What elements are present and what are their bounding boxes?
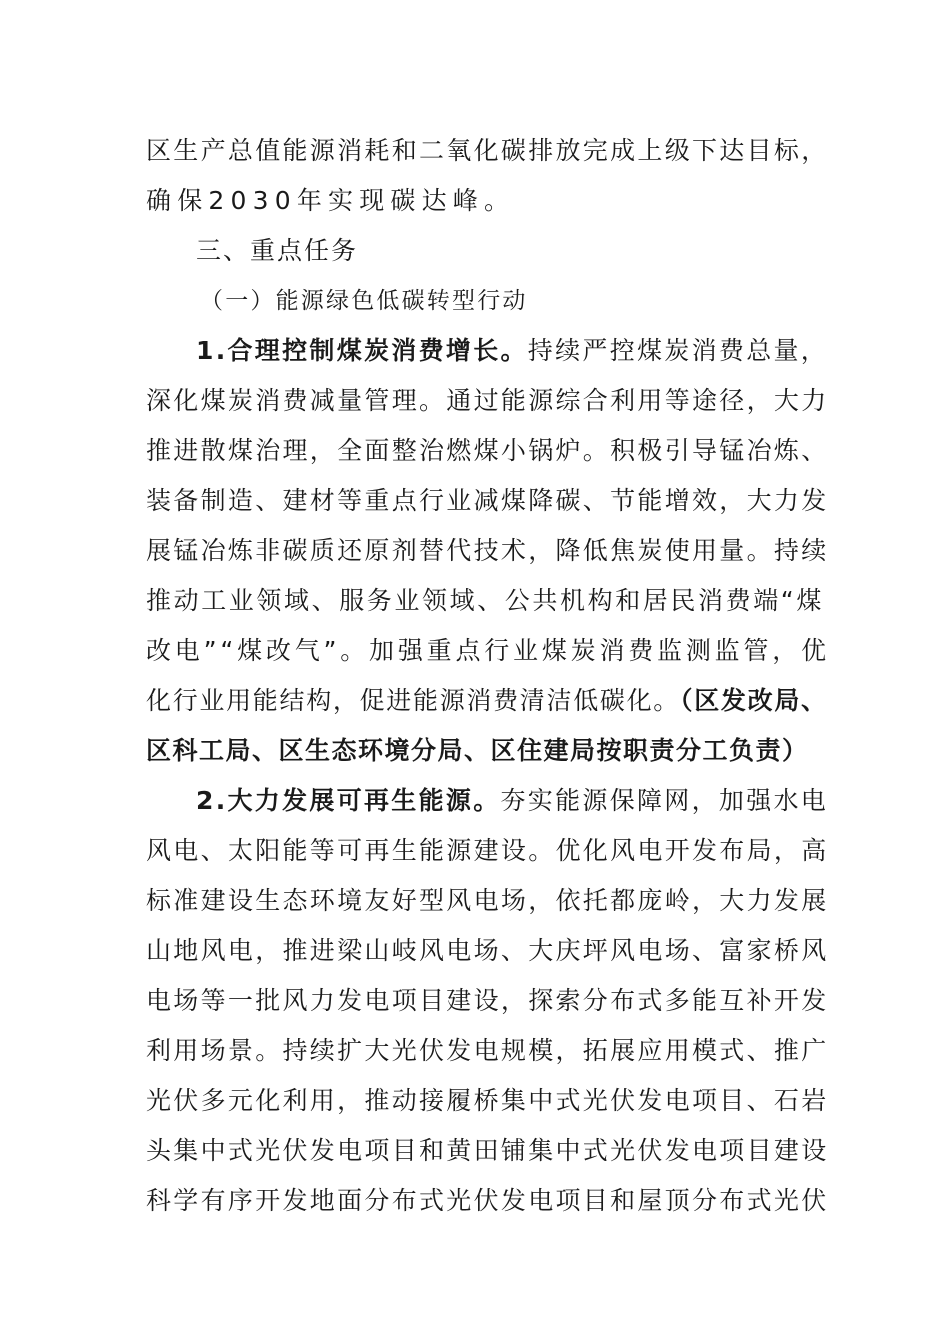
paragraph-line: 科学有序开发地面分布式光伏发电项目和屋顶分布式光伏 — [146, 1186, 829, 1215]
item2-title: 2.大力发展可再生能源。 — [196, 786, 501, 815]
paragraph-text: 化行业用能结构，促进能源消费清洁低碳化。 — [146, 686, 681, 715]
paragraph-line: 推进散煤治理，全面整治燃煤小锅炉。积极引导锰冶炼、 — [146, 436, 829, 465]
paragraph-line: 区生产总值能源消耗和二氧化碳排放完成上级下达目标， — [146, 136, 829, 165]
paragraph-line: 风电、太阳能等可再生能源建设。优化风电开发布局，高 — [146, 836, 829, 865]
paragraph-line: 推动工业领域、服务业领域、公共机构和居民消费端“煤 — [146, 586, 824, 615]
paragraph-line: 利用场景。持续扩大光伏发电规模，拓展应用模式、推广 — [146, 1036, 829, 1065]
paragraph-line: 装备制造、建材等重点行业减煤降碳、节能增效，大力发 — [146, 486, 829, 515]
paragraph-line: 改电”“煤改气”。加强重点行业煤炭消费监测监管，优 — [146, 636, 830, 665]
paragraph-line: 标准建设生态环境友好型风电场，依托都庞岭，大力发展 — [146, 886, 829, 915]
item2-first-line — [196, 784, 828, 818]
paragraph-line: 山地风电，推进梁山岐风电场、大庆坪风电场、富家桥风 — [146, 936, 829, 965]
responsibility-line — [146, 734, 809, 768]
item1-last-line — [146, 684, 828, 718]
item1-first-line — [196, 334, 828, 368]
responsibility-note: （区发改局、 — [680, 686, 828, 715]
item2-first-line-text: 夯实能源保障网，加强水电 — [500, 786, 829, 815]
section-heading: 三、重点任务 — [196, 236, 359, 265]
paragraph-line: 确保2030年实现碳达峰。 — [146, 186, 516, 215]
item1-title: 1.合理控制煤炭消费增长。 — [196, 336, 528, 365]
item1-first-line-text: 持续严控煤炭消费总量， — [527, 336, 829, 365]
paragraph-line: 深化煤炭消费减量管理。通过能源综合利用等途径，大力 — [146, 386, 829, 415]
paragraph-line: 头集中式光伏发电项目和黄田铺集中式光伏发电项目建设 — [146, 1136, 829, 1165]
paragraph-line: 展锰冶炼非碳质还原剂替代技术，降低焦炭使用量。持续 — [146, 536, 829, 565]
paragraph-line: 光伏多元化利用，推动接履桥集中式光伏发电项目、石岩 — [146, 1086, 829, 1115]
paragraph-line: 电场等一批风力发电项目建设，探索分布式多能互补开发 — [146, 986, 829, 1015]
responsibility-note: 区科工局、区生态环境分局、区住建局按职责分工负责） — [146, 736, 809, 765]
subsection-heading: （一）能源绿色低碳转型行动 — [200, 288, 528, 314]
